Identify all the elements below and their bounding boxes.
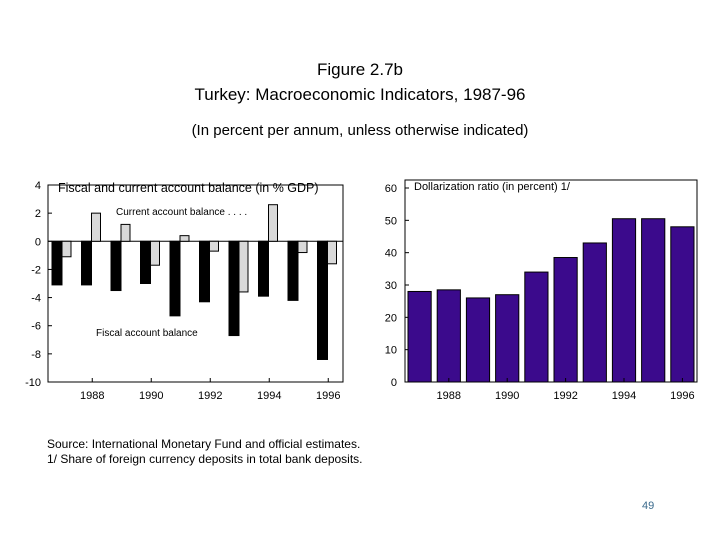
fiscal-bar xyxy=(288,241,298,300)
current-account-annotation: Current account balance . . . . xyxy=(116,207,248,218)
dollarization-bar xyxy=(437,290,460,382)
dollarization-bar xyxy=(525,272,548,382)
right-y-tick-label: 60 xyxy=(384,183,397,195)
figure-units-note: (In percent per annum, unless otherwise indicated) xyxy=(191,122,529,139)
footnote: 1/ Share of foreign currency deposits in total bank deposits. xyxy=(47,452,363,466)
current-account-bar xyxy=(210,241,219,251)
dollarization-bar xyxy=(496,295,519,382)
left-y-tick-label: -6 xyxy=(31,320,41,333)
figure-subtitle: Turkey: Macroeconomic Indicators, 1987-96 xyxy=(194,85,526,104)
right-chart xyxy=(385,180,697,402)
dollarization-bar xyxy=(612,219,635,382)
fiscal-bar xyxy=(259,241,269,296)
current-account-bar xyxy=(239,241,248,292)
right-y-tick-label: 50 xyxy=(384,215,397,228)
left-y-tick-label: 0 xyxy=(34,236,41,249)
current-account-bar xyxy=(121,224,130,241)
current-account-bar xyxy=(92,213,101,241)
left-x-tick-label: 1988 xyxy=(80,390,105,402)
right-x-tick-label: 1988 xyxy=(436,390,462,402)
left-x-tick-label: 1992 xyxy=(198,390,223,402)
left-y-tick-label: 4 xyxy=(34,180,41,192)
left-y-tick-label: 2 xyxy=(34,208,41,221)
left-chart xyxy=(25,180,343,402)
dollarization-bar xyxy=(642,219,665,382)
dollarization-bar xyxy=(466,298,489,382)
left-y-tick-label: -4 xyxy=(31,292,41,305)
current-account-bar xyxy=(180,236,189,242)
fiscal-bar xyxy=(52,241,62,285)
right-x-tick-label: 1990 xyxy=(494,390,520,402)
current-account-bar xyxy=(151,241,160,265)
fiscal-bar xyxy=(229,241,239,335)
fiscal-bar xyxy=(170,241,180,316)
page-number: 49 xyxy=(642,500,655,512)
right-y-tick-label: 10 xyxy=(384,344,397,357)
source-note: Source: International Monetary Fund and official estimates. xyxy=(47,437,361,451)
left-chart-title: Fiscal and current account balance (in % GDP) xyxy=(58,181,319,195)
dollarization-bar xyxy=(408,291,431,382)
right-x-tick-label: 1992 xyxy=(553,390,578,402)
current-account-bar xyxy=(328,241,337,264)
right-y-tick-label: 20 xyxy=(384,312,397,325)
fiscal-bar xyxy=(141,241,151,283)
right-chart-title: Dollarization ratio (in percent) 1/ xyxy=(414,181,570,193)
fiscal-bar xyxy=(111,241,121,290)
figure-title: Figure 2.7b xyxy=(317,60,403,79)
right-y-tick-label: 0 xyxy=(390,377,397,389)
dollarization-bar xyxy=(583,243,606,382)
fiscal-bar xyxy=(318,241,328,359)
left-x-tick-label: 1996 xyxy=(316,390,341,402)
current-account-bar xyxy=(269,205,278,242)
current-account-bar xyxy=(62,241,71,256)
right-y-tick-label: 40 xyxy=(384,247,397,260)
current-account-bar xyxy=(298,241,307,252)
left-y-tick-label: -2 xyxy=(31,264,41,277)
left-x-tick-label: 1990 xyxy=(139,390,164,402)
dollarization-bar xyxy=(554,258,577,382)
dollarization-bar xyxy=(671,227,694,382)
left-x-tick-label: 1994 xyxy=(257,390,282,402)
fiscal-bar xyxy=(82,241,92,285)
right-y-tick-label: 30 xyxy=(384,280,397,292)
fiscal-account-annotation: Fiscal account balance xyxy=(96,328,198,339)
left-y-tick-label: -8 xyxy=(31,348,41,361)
right-x-tick-label: 1996 xyxy=(670,390,695,402)
left-y-tick-label: -10 xyxy=(25,377,41,389)
right-x-tick-label: 1994 xyxy=(611,390,637,402)
fiscal-bar xyxy=(200,241,210,302)
